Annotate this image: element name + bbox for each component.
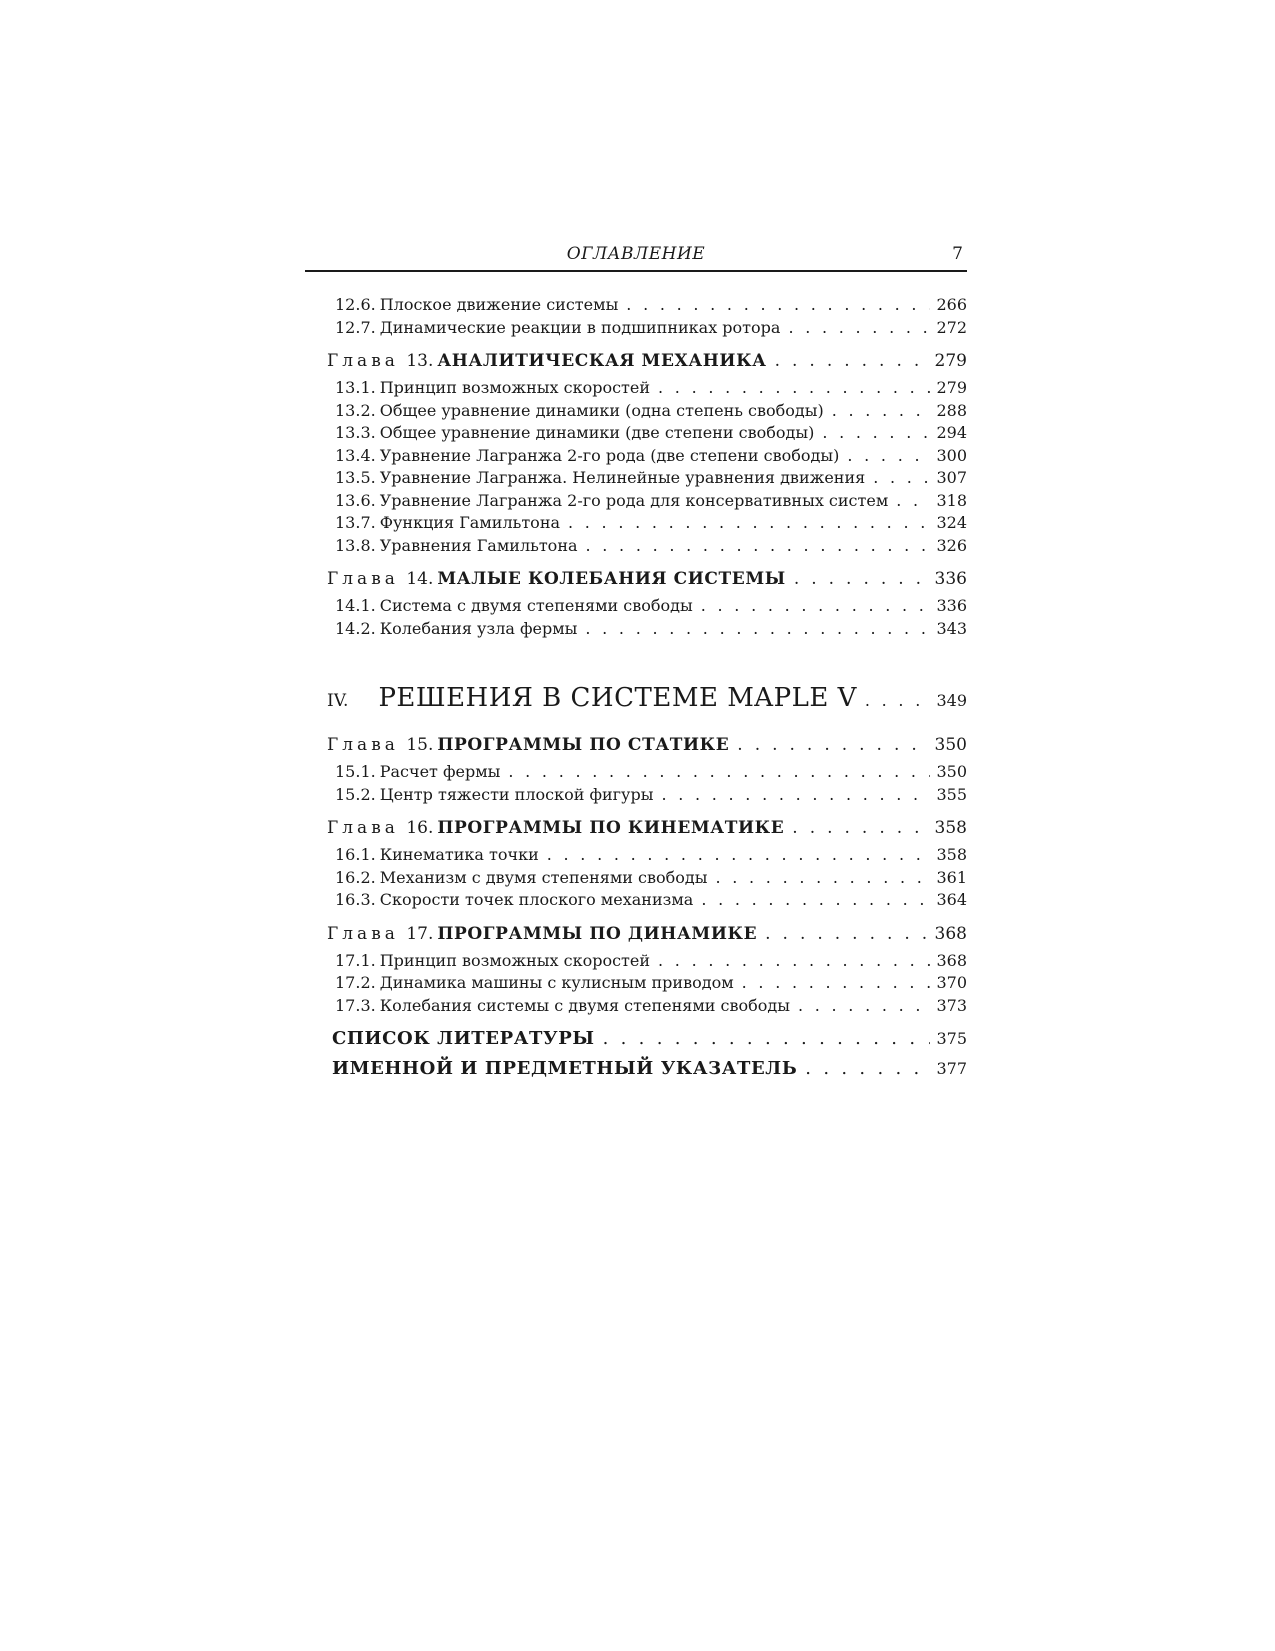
header-page-number: 7 <box>952 244 963 264</box>
section-title: Центр тяжести плоской фигуры <box>379 784 654 804</box>
dot-leader <box>701 889 930 912</box>
chapter-title: АНАЛИТИЧЕСКАЯ МЕХАНИКА <box>437 351 767 371</box>
section-title: Принцип возможных скоростей <box>379 378 651 397</box>
back-matter-title: ИМЕННОЙ И ПРЕДМЕТНЫЙ УКАЗАТЕЛЬ <box>332 1058 798 1079</box>
chapter-title: ПРОГРАММЫ ПО СТАТИКЕ <box>437 735 730 755</box>
toc-entry-13-4[interactable] <box>305 445 967 468</box>
toc-chapter-17[interactable] <box>305 922 967 946</box>
section-title: Общее уравнение динамики (две степени свободы) <box>379 423 815 442</box>
page-number: 350 <box>936 762 967 781</box>
page-number: 350 <box>934 735 967 755</box>
section-title: Кинематика точки <box>379 845 539 864</box>
section-title: Механизм с двумя степенями свободы <box>379 867 708 887</box>
toc-chapter-15[interactable] <box>305 733 967 757</box>
section-title: Колебания узла фермы <box>379 618 578 638</box>
page-number: 336 <box>934 569 967 589</box>
toc-part-4[interactable] <box>305 680 967 719</box>
dot-leader <box>585 618 930 641</box>
toc-entry-17-1[interactable] <box>305 950 967 973</box>
toc-entry-12-7[interactable] <box>305 317 967 340</box>
chapter-number: 14. <box>406 569 434 589</box>
chapter-label: Глава <box>327 735 399 755</box>
part-title: РЕШЕНИЯ В СИСТЕМЕ MAPLE V <box>378 683 857 713</box>
back-matter-title: СПИСОК ЛИТЕРАТУРЫ <box>332 1028 595 1049</box>
dot-leader <box>568 512 930 535</box>
dot-leader <box>847 445 930 468</box>
chapter-title: ПРОГРАММЫ ПО КИНЕМАТИКЕ <box>437 818 785 838</box>
dot-leader <box>586 535 931 558</box>
dot-leader <box>715 867 930 890</box>
section-title: Расчет фермы <box>379 762 501 781</box>
toc-entry-15-2[interactable] <box>305 784 967 807</box>
section-number: 13.5. <box>335 468 376 487</box>
section-number: 13.7. <box>335 513 376 532</box>
page-number: 364 <box>936 890 967 909</box>
section-number: 16.1. <box>335 845 376 864</box>
toc-page <box>305 240 967 1083</box>
dot-leader <box>626 294 930 317</box>
page-number: 358 <box>934 818 967 838</box>
chapter-label: Глава <box>327 818 399 838</box>
section-number: 15.1. <box>335 762 376 781</box>
dot-leader <box>865 683 931 719</box>
page-number: 377 <box>936 1059 967 1078</box>
chapter-number: 15. <box>406 735 434 755</box>
part-number: IV. <box>327 691 349 711</box>
dot-leader <box>775 349 929 373</box>
page-number: 349 <box>936 691 967 710</box>
toc-entry-17-2[interactable] <box>305 972 967 995</box>
section-number: 12.6. <box>335 295 376 314</box>
section-number: 13.4. <box>335 445 376 465</box>
dot-leader <box>792 816 928 840</box>
toc-entry-13-3[interactable] <box>305 422 967 445</box>
running-header <box>305 240 967 272</box>
dot-leader <box>658 377 930 400</box>
section-number: 17.1. <box>335 950 376 970</box>
chapter-number: 17. <box>406 923 434 944</box>
toc-chapter-14[interactable] <box>305 567 967 591</box>
page-number: 336 <box>936 596 967 615</box>
page-number: 266 <box>936 295 967 314</box>
section-number: 14.2. <box>335 618 376 638</box>
section-title: Динамические реакции в подшипниках ротора <box>379 317 781 337</box>
toc-entry-12-6[interactable] <box>305 294 967 317</box>
chapter-title: ПРОГРАММЫ ПО ДИНАМИКЕ <box>437 923 758 944</box>
page-number: 358 <box>936 845 967 864</box>
toc-entry-15-1[interactable] <box>305 761 967 784</box>
page-number: 294 <box>936 423 967 442</box>
toc-entry-13-8[interactable] <box>305 535 967 558</box>
toc-entry-13-6[interactable] <box>305 490 967 513</box>
section-title: Уравнения Гамильтона <box>379 535 578 555</box>
section-title: Общее уравнение динамики (одна степень свободы) <box>379 400 824 420</box>
toc-entry-13-5[interactable] <box>305 467 967 490</box>
dot-leader <box>742 972 931 995</box>
section-number: 13.2. <box>335 400 376 420</box>
page-number: 279 <box>936 378 967 397</box>
page-number: 375 <box>936 1029 967 1048</box>
section-number: 17.3. <box>335 995 376 1015</box>
toc-entry-13-2[interactable] <box>305 400 967 423</box>
dot-leader <box>737 733 928 757</box>
dot-leader <box>794 567 929 591</box>
dot-leader <box>832 400 931 423</box>
page-number: 373 <box>936 995 967 1015</box>
dot-leader <box>765 922 928 946</box>
chapter-label: Глава <box>327 923 399 944</box>
chapter-number: 13. <box>406 351 434 371</box>
section-number: 13.1. <box>335 378 376 397</box>
toc-chapter-13[interactable] <box>305 349 967 373</box>
chapter-number: 16. <box>406 818 434 838</box>
toc-entry-13-1[interactable] <box>305 377 967 400</box>
section-number: 16.3. <box>335 890 376 909</box>
section-number: 12.7. <box>335 317 376 337</box>
dot-leader <box>822 422 930 445</box>
section-title: Плоское движение системы <box>379 295 619 314</box>
toc-entry-16-3[interactable] <box>305 889 967 912</box>
page-number: 355 <box>936 784 967 804</box>
toc-bibliography[interactable] <box>305 1025 967 1053</box>
section-number: 13.6. <box>335 490 376 510</box>
section-number: 15.2. <box>335 784 376 804</box>
page-number: 324 <box>936 513 967 532</box>
page-number: 326 <box>936 535 967 555</box>
chapter-label: Глава <box>327 569 399 589</box>
section-title: Уравнение Лагранжа 2-го рода для консервативных систем <box>379 490 889 510</box>
dot-leader <box>547 844 931 867</box>
toc-entry-14-1[interactable] <box>305 595 967 618</box>
dot-leader <box>603 1025 931 1053</box>
dot-leader <box>873 467 930 490</box>
toc-chapter-16[interactable] <box>305 816 967 840</box>
page-number: 343 <box>936 618 967 638</box>
section-number: 16.2. <box>335 867 376 887</box>
section-title: Уравнение Лагранжа 2-го рода (две степени свободы) <box>379 445 840 465</box>
page-number: 307 <box>936 468 967 487</box>
section-title: Система с двумя степенями свободы <box>379 596 693 615</box>
page-number: 300 <box>936 445 967 465</box>
page-number: 368 <box>934 923 967 944</box>
section-number: 17.2. <box>335 973 376 992</box>
chapter-title: МАЛЫЕ КОЛЕБАНИЯ СИСТЕМЫ <box>437 569 786 589</box>
section-title: Динамика машины с кулисным приводом <box>379 973 734 992</box>
chapter-label: Глава <box>327 351 399 371</box>
dot-leader <box>701 595 931 618</box>
dot-leader <box>661 784 930 807</box>
dot-leader <box>508 761 930 784</box>
page-number: 279 <box>934 351 967 371</box>
page-number: 368 <box>936 950 967 970</box>
page-number: 272 <box>936 317 967 337</box>
dot-leader <box>788 317 930 340</box>
dot-leader <box>658 950 930 973</box>
section-title: Функция Гамильтона <box>379 513 561 532</box>
section-number: 14.1. <box>335 596 376 615</box>
dot-leader <box>798 995 930 1018</box>
page-number: 361 <box>936 867 967 887</box>
toc-entry-16-1[interactable] <box>305 844 967 867</box>
page-number: 318 <box>936 490 967 510</box>
page-number: 288 <box>936 400 967 420</box>
toc-entry-17-3[interactable] <box>305 995 967 1018</box>
toc-entry-13-7[interactable] <box>305 512 967 535</box>
toc-entry-16-2[interactable] <box>305 867 967 890</box>
section-number: 13.3. <box>335 423 376 442</box>
section-title: Колебания системы с двумя степенями свободы <box>379 995 790 1015</box>
section-title: Принцип возможных скоростей <box>379 950 651 970</box>
dot-leader <box>805 1055 930 1083</box>
header-title: ОГЛАВЛЕНИЕ <box>566 244 706 264</box>
dot-leader <box>896 490 930 513</box>
toc-index[interactable] <box>305 1055 967 1083</box>
toc-entry-14-2[interactable] <box>305 618 967 641</box>
page-number: 370 <box>936 973 967 992</box>
section-number: 13.8. <box>335 535 376 555</box>
section-title: Скорости точек плоского механизма <box>379 890 694 909</box>
section-title: Уравнение Лагранжа. Нелинейные уравнения движения <box>379 468 866 487</box>
